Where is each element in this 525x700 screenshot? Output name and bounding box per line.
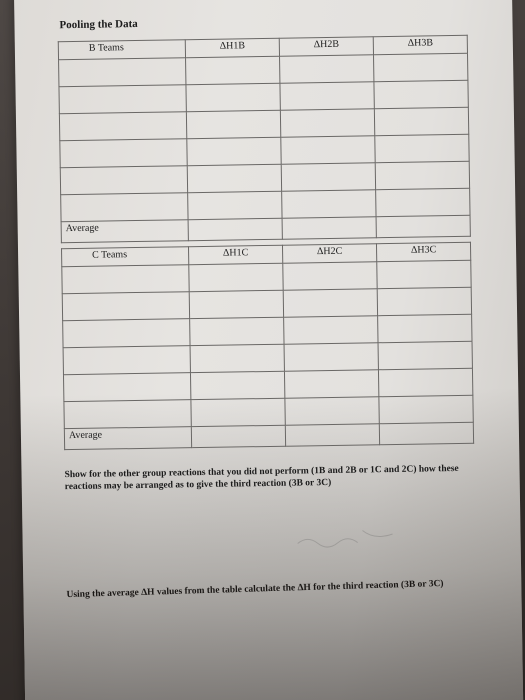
table-cell[interactable] xyxy=(285,424,379,446)
table-cell[interactable] xyxy=(60,166,187,195)
header-cell-dh1b: ΔH1B xyxy=(185,38,279,57)
table-cell[interactable] xyxy=(59,58,186,87)
table-cell[interactable] xyxy=(285,397,379,425)
faint-pencil-marks xyxy=(292,520,413,562)
table-cell[interactable] xyxy=(284,370,378,398)
header-cell-c-teams: C Teams xyxy=(62,247,189,267)
table-cell[interactable] xyxy=(379,422,473,444)
table-cell[interactable] xyxy=(378,341,472,369)
table-cell[interactable] xyxy=(378,368,472,396)
table-cell[interactable] xyxy=(186,56,280,84)
table-cell[interactable] xyxy=(280,109,374,137)
table-cell[interactable] xyxy=(281,136,375,164)
table-cell[interactable] xyxy=(187,164,281,192)
table-cell[interactable] xyxy=(376,215,470,237)
average-label: Average xyxy=(61,220,188,243)
table-cell[interactable] xyxy=(60,139,187,168)
table-cell[interactable] xyxy=(280,82,374,110)
table-cell[interactable] xyxy=(373,53,467,81)
table-cell[interactable] xyxy=(374,107,468,135)
header-cell-dh3c: ΔH3C xyxy=(376,242,470,261)
table-cell[interactable] xyxy=(59,85,186,114)
table-cell[interactable] xyxy=(188,218,282,240)
table-cell[interactable] xyxy=(282,190,376,218)
header-cell-dh2c: ΔH2C xyxy=(282,244,376,263)
header-cell-b-teams: B Teams xyxy=(58,40,185,60)
table-cell[interactable] xyxy=(376,188,470,216)
table-cell[interactable] xyxy=(379,395,473,423)
table-cell[interactable] xyxy=(284,343,378,371)
table-cell[interactable] xyxy=(186,110,280,138)
table-cell[interactable] xyxy=(190,317,284,345)
b-teams-table xyxy=(58,35,471,243)
table-cell[interactable] xyxy=(64,400,191,429)
table-cell[interactable] xyxy=(375,161,469,189)
page-title: Pooling the Data xyxy=(59,17,138,32)
table-cell[interactable] xyxy=(375,134,469,162)
table-cell[interactable] xyxy=(191,398,285,426)
table-cell[interactable] xyxy=(378,314,472,342)
table-cell[interactable] xyxy=(189,290,283,318)
table-cell[interactable] xyxy=(189,263,283,291)
table-cell[interactable] xyxy=(282,217,376,239)
table-cell[interactable] xyxy=(190,371,284,399)
question-calculate-dh: Using the average ΔH values from the table calculate the ΔH for the third reaction (3B or 3C) xyxy=(66,578,444,601)
table-cell[interactable] xyxy=(59,112,186,141)
table-cell[interactable] xyxy=(190,344,284,372)
table-cell[interactable] xyxy=(280,55,374,83)
worksheet-page xyxy=(14,0,523,700)
table-cell[interactable] xyxy=(377,287,471,315)
header-cell-dh1c: ΔH1C xyxy=(188,245,282,264)
table-cell[interactable] xyxy=(63,319,190,348)
table-cell[interactable] xyxy=(61,193,188,222)
c-teams-table xyxy=(61,242,474,450)
table-cell[interactable] xyxy=(62,292,189,321)
table-cell[interactable] xyxy=(374,80,468,108)
header-cell-dh2b: ΔH2B xyxy=(279,37,373,56)
table-cell[interactable] xyxy=(187,137,281,165)
average-label: Average xyxy=(64,427,191,450)
table-cell[interactable] xyxy=(63,346,190,375)
table-cell[interactable] xyxy=(281,163,375,191)
table-cell[interactable] xyxy=(283,262,377,290)
table-cell[interactable] xyxy=(284,316,378,344)
table-cell[interactable] xyxy=(188,191,282,219)
header-cell-dh3b: ΔH3B xyxy=(373,35,467,54)
question-arrange-reactions: Show for the other group reactions that you did not perform (1B and 2B or 1C and 2C) how these reactions may be arranged as to give the third reaction (3B or 3C) xyxy=(64,463,459,493)
table-cell[interactable] xyxy=(186,83,280,111)
table-cell[interactable] xyxy=(283,289,377,317)
table-cell[interactable] xyxy=(377,260,471,288)
table-cell[interactable] xyxy=(191,425,285,447)
table-cell[interactable] xyxy=(63,373,190,402)
table-cell[interactable] xyxy=(62,265,189,294)
